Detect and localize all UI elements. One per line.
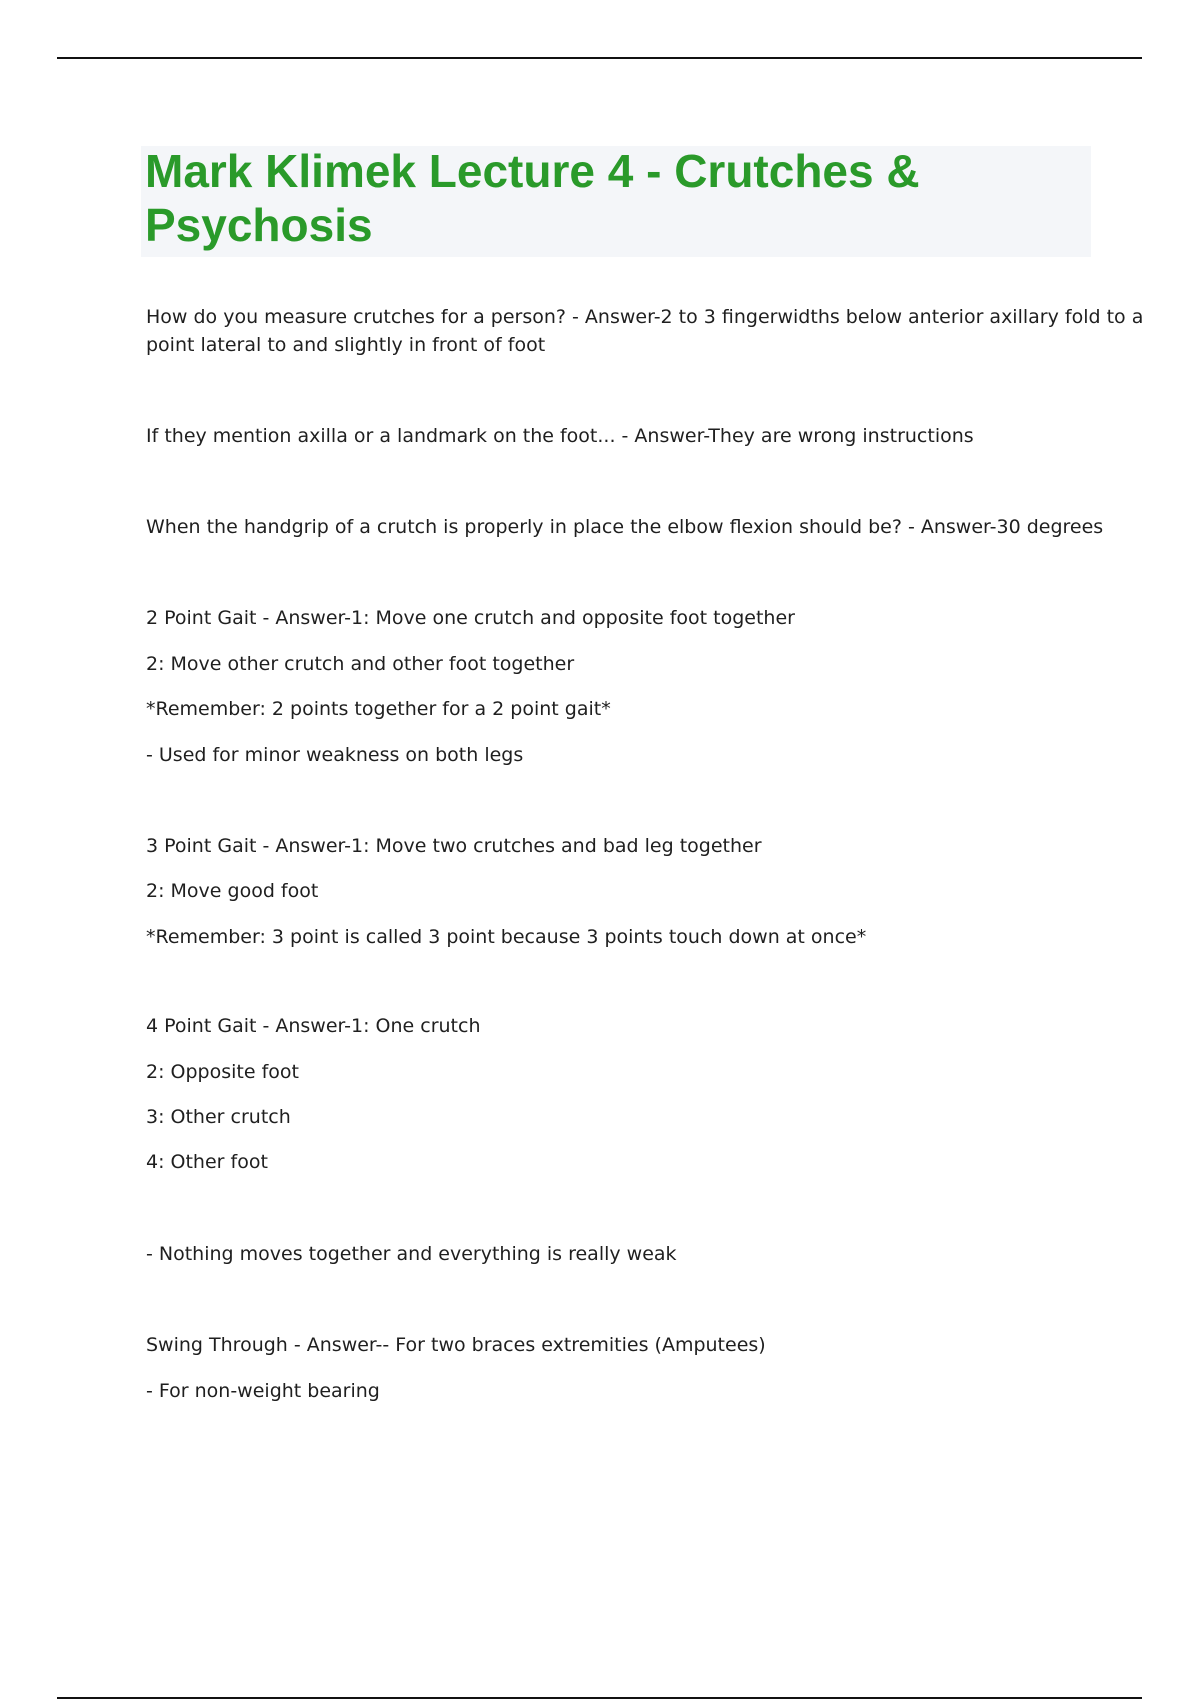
two-point-gait-line: 2 Point Gait - Answer-1: Move one crutch and opposite foot together bbox=[146, 607, 795, 629]
four-point-step-2: 2: Opposite foot bbox=[146, 1061, 299, 1083]
swing-through-line: Swing Through - Answer-- For two braces extremities (Amputees) bbox=[146, 1334, 766, 1356]
four-point-gait-line: 4 Point Gait - Answer-1: One crutch bbox=[146, 1015, 481, 1037]
two-point-step-2: 2: Move other crutch and other foot together bbox=[146, 653, 575, 675]
four-point-note: - Nothing moves together and everything is really weak bbox=[146, 1243, 677, 1265]
document-title bbox=[145, 144, 1045, 252]
q1-answer-continuation: point lateral to and slightly in front of foot bbox=[146, 334, 546, 356]
swing-through-note: - For non-weight bearing bbox=[146, 1380, 380, 1402]
four-point-step-3: 3: Other crutch bbox=[146, 1106, 291, 1128]
q2-line: If they mention axilla or a landmark on the foot... - Answer-They are wrong instructions bbox=[146, 425, 974, 447]
title-line-1: Mark Klimek Lecture 4 - Crutches & bbox=[145, 145, 920, 197]
q1-question-line: How do you measure crutches for a person? - Answer-2 to 3 fingerwidths below anterior axillary fold to a bbox=[146, 306, 1144, 328]
two-point-usage: - Used for minor weakness on both legs bbox=[146, 744, 524, 766]
q3-line: When the handgrip of a crutch is properly in place the elbow flexion should be? - Answer-30 degrees bbox=[146, 516, 1104, 538]
two-point-remember: *Remember: 2 points together for a 2 point gait* bbox=[146, 698, 611, 720]
footer-rule bbox=[57, 1697, 1142, 1699]
three-point-step-2: 2: Move good foot bbox=[146, 880, 319, 902]
three-point-gait-line: 3 Point Gait - Answer-1: Move two crutches and bad leg together bbox=[146, 835, 762, 857]
header-rule bbox=[57, 57, 1142, 59]
title-line-2: Psychosis bbox=[145, 199, 373, 251]
three-point-remember: *Remember: 3 point is called 3 point because 3 points touch down at once* bbox=[146, 926, 867, 948]
four-point-step-4: 4: Other foot bbox=[146, 1151, 268, 1173]
